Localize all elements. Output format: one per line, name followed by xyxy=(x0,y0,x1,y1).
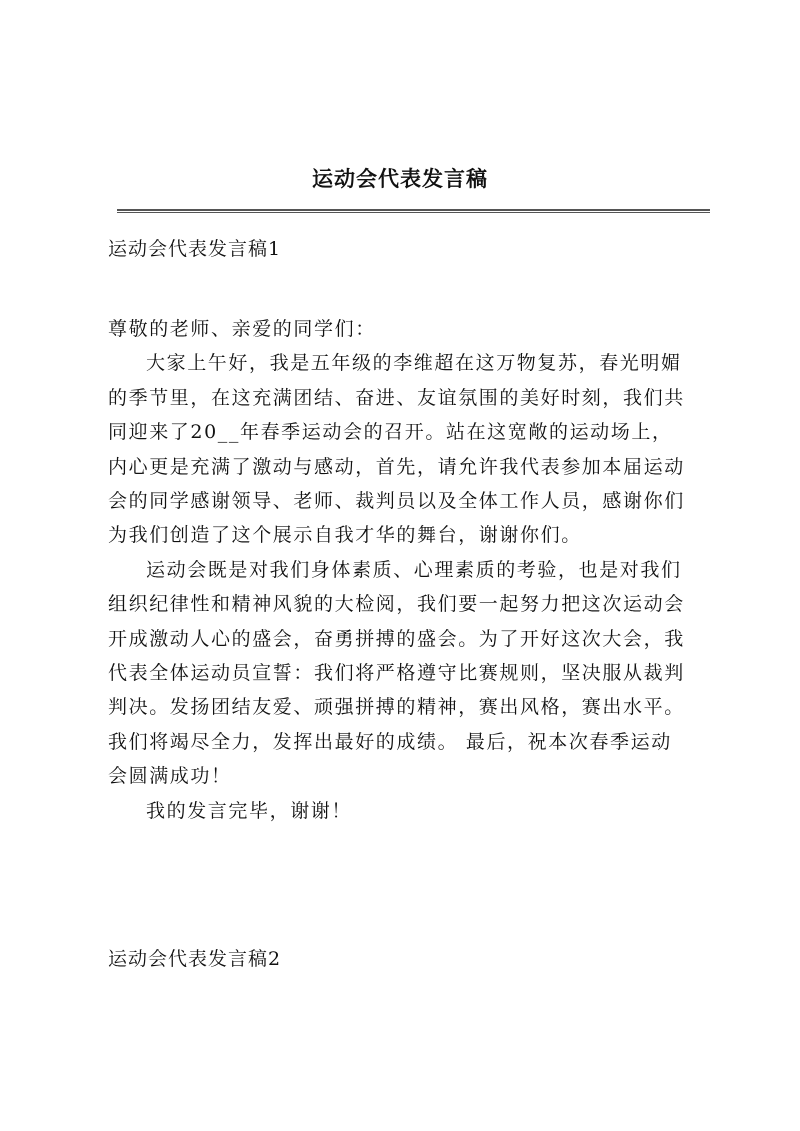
paragraph-2-line: 开成激动人心的盛会，奋勇拼搏的盛会。为了开好这次大会，我 xyxy=(108,627,685,650)
paragraph-1-line: 的季节里，在这充满团结、奋进、友谊氛围的美好时刻，我们共 xyxy=(108,386,685,409)
document-title: 运动会代表发言稿 xyxy=(312,166,488,191)
closing-line: 我的发言完毕，谢谢！ xyxy=(146,799,353,822)
section-heading-1: 运动会代表发言稿1 xyxy=(108,238,282,260)
paragraph-2-line: 组织纪律性和精神风貌的大检阅，我们要一起努力把这次运动会 xyxy=(108,593,685,616)
speech-body xyxy=(108,312,712,828)
paragraph-2-line: 代表全体运动员宣誓：我们将严格遵守比赛规则，坚决服从裁判 xyxy=(108,662,685,685)
paragraph-1-line: 为我们创造了这个展示自我才华的舞台，谢谢你们。 xyxy=(108,524,582,547)
paragraph-1 xyxy=(108,346,712,552)
paragraph-2-line: 判决。发扬团结友爱、顽强拼搏的精神，赛出风格，赛出水平。 xyxy=(108,696,685,719)
paragraph-2-line: 会圆满成功！ xyxy=(108,765,232,788)
paragraph-1-line: 会的同学感谢领导、老师、裁判员以及全体工作人员，感谢你们 xyxy=(108,490,685,513)
paragraph-2-line: 我们将竭尽全力，发挥出最好的成绩。 最后，祝本次春季运动 xyxy=(108,730,672,753)
salutation: 尊敬的老师、亲爱的同学们： xyxy=(108,318,376,340)
section-heading-2: 运动会代表发言稿2 xyxy=(108,948,282,970)
paragraph-1-line: 内心更是充满了激动与感动，首先，请允许我代表参加本届运动 xyxy=(108,455,685,478)
paragraph-2-line: 运动会既是对我们身体素质、心理素质的考验，也是对我们 xyxy=(146,558,682,581)
paragraph-1-line: 大家上午好，我是五年级的李维超在这万物复苏，春光明媚 xyxy=(146,352,682,375)
title-divider xyxy=(117,209,710,213)
paragraph-2 xyxy=(108,553,712,794)
paragraph-1-line: 同迎来了20__年春季运动会的召开。站在这宽敞的运动场上， xyxy=(108,421,673,444)
